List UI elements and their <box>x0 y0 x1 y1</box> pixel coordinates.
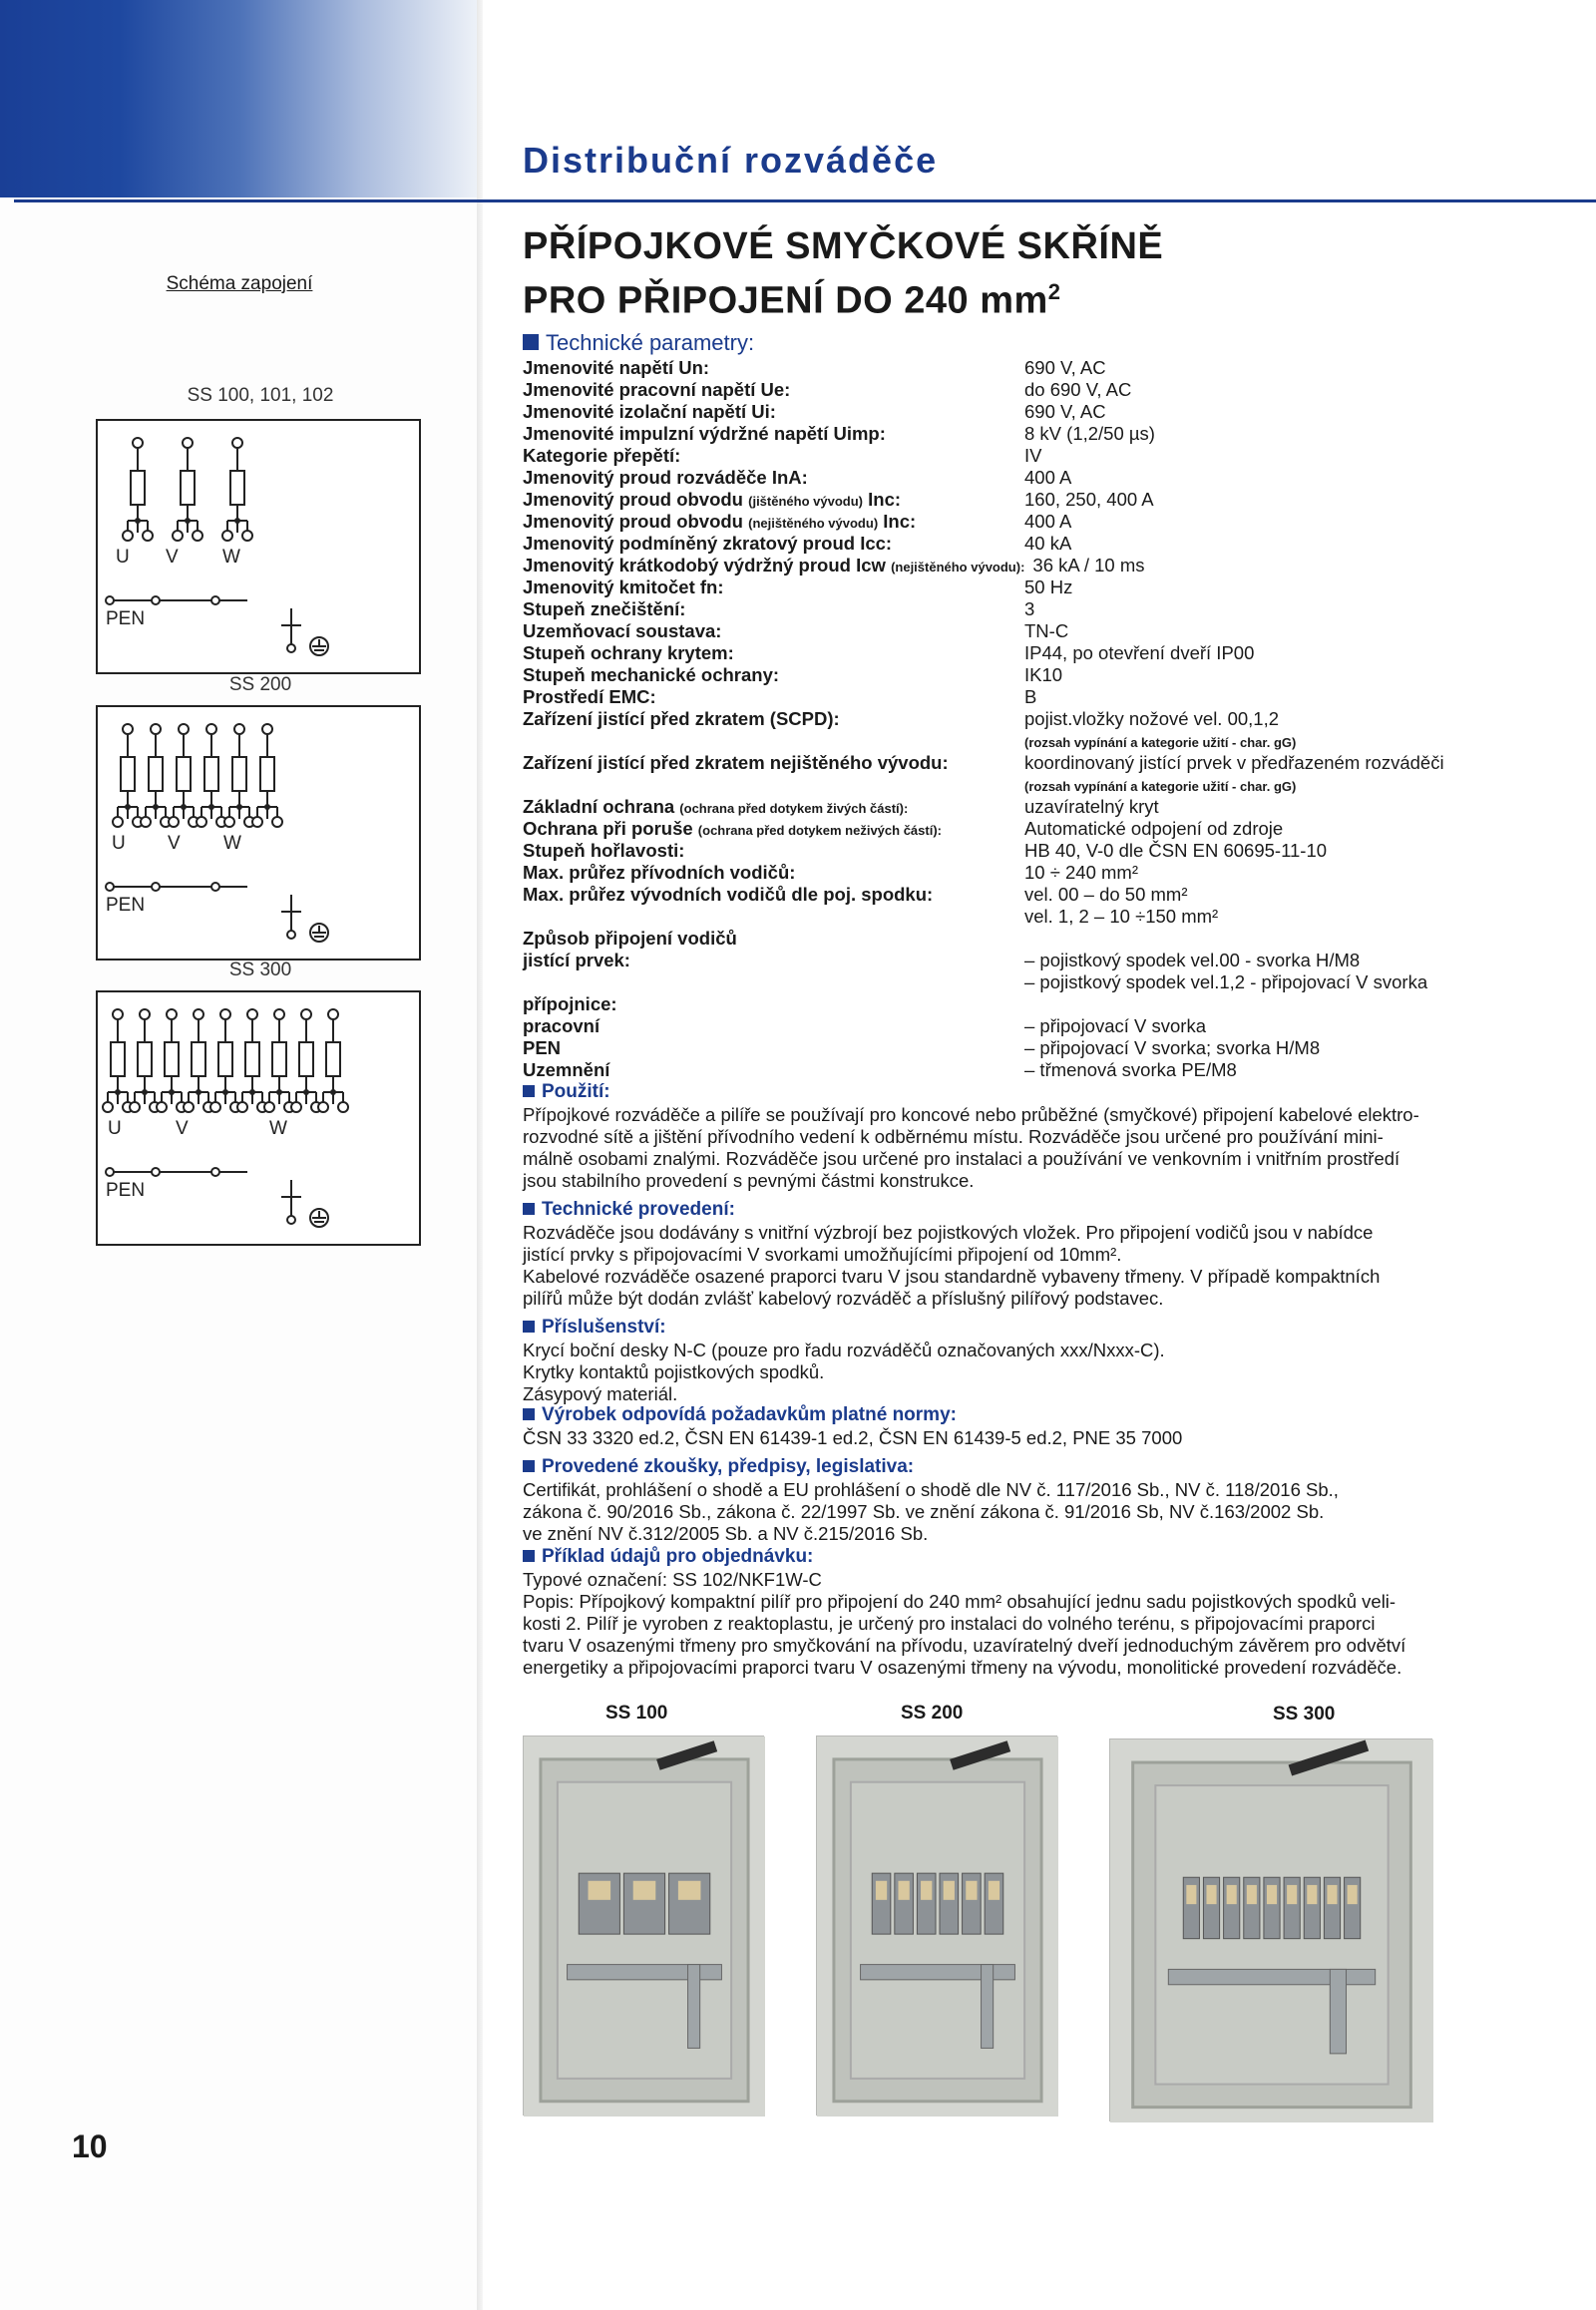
param-label: Jmenovitý proud obvodu (nejištěného vývodu) Inc: <box>523 511 917 532</box>
section-text <box>523 1222 1486 1310</box>
pen-label: PEN <box>106 1180 146 1201</box>
param-value: do 690 V, AC <box>1024 379 1132 400</box>
phase-label: U <box>112 833 126 854</box>
terminal-icon <box>301 1009 311 1019</box>
text-line: Kabelové rozváděče osazené praporci tvaru V jsou standardně vybaveny třmeny. V případě kompaktních <box>523 1266 1381 1287</box>
title-line-1: PŘÍPOJKOVÉ SMYČKOVÉ SKŘÍNĚ <box>523 225 1164 267</box>
terminal-icon <box>232 438 242 448</box>
param-row <box>523 577 1520 598</box>
terminal-icon <box>211 883 219 891</box>
terminal-icon <box>143 531 153 541</box>
text-line: jsou stabilního provedení s pevnými částmi konstrukce. <box>523 1170 975 1191</box>
text-line: ČSN 33 3320 ed.2, ČSN EN 61439-1 ed.2, ČSN EN 61439-5 ed.2, PNE 35 7000 <box>523 1427 1183 1448</box>
text-line: zákona č. 90/2016 Sb., zákona č. 22/1997 Sb. ve znění zákona č. 91/2016 Sb, NV č.163/2002 Sb. <box>523 1501 1325 1522</box>
param-value: koordinovaný jistící prvek v předřazeném rozváděči <box>1024 752 1444 773</box>
section-heading: Provedené zkoušky, předpisy, legislativa: <box>523 1456 914 1478</box>
fuse-icon <box>131 471 145 505</box>
param-row <box>523 884 1520 906</box>
fuse-icon <box>299 1042 313 1076</box>
terminal-icon <box>103 1102 113 1112</box>
fuse-icon <box>272 1042 286 1076</box>
product-title <box>523 223 1163 324</box>
param-label: Uzemňovací soustava: <box>523 620 722 641</box>
fuse-icon <box>111 1042 125 1076</box>
param-label: Způsob připojení vodičů <box>523 928 737 949</box>
header-band <box>0 0 479 197</box>
terminal-icon <box>113 817 123 827</box>
tech-params-heading: Technické parametry: <box>523 330 754 356</box>
terminal-icon <box>106 883 114 891</box>
text-line: Rozváděče jsou dodávány s vnitřní výzbrojí bez pojistkových vložek. Pro připojení vodičů jsou v nabídce <box>523 1222 1374 1243</box>
terminal-icon <box>141 817 151 827</box>
param-value: 8 kV (1,2/50 µs) <box>1024 423 1155 444</box>
terminal-icon <box>151 724 161 734</box>
title-line-2: PRO PŘIPOJENÍ DO 240 $mm^2$ <box>523 279 1061 322</box>
param-value: vel. 00 – do 50 mm² <box>1024 884 1188 905</box>
terminal-icon <box>242 531 252 541</box>
param-label: Stupeň mechanické ochrany: <box>523 664 780 685</box>
phase-label: V <box>176 1118 189 1139</box>
param-label: Jmenovitý proud obvodu (jištěného vývodu) Inc: <box>523 489 902 510</box>
param-row <box>523 752 1520 774</box>
section-heading: Technické provedení: <box>523 1199 735 1221</box>
param-value: 400 A <box>1024 467 1072 488</box>
param-row <box>523 423 1520 445</box>
param-label: Jmenovité impulzní výdržné napětí Uimp: <box>523 423 886 444</box>
text-line: pilířů může být dodán zvlášť kabelový rozváděč a příslušný pilířový podstavec. <box>523 1288 1164 1309</box>
param-row <box>523 489 1520 511</box>
param-value: IP44, po otevření dveří IP00 <box>1024 642 1255 663</box>
schema-title: Schéma zapojení <box>166 273 313 294</box>
param-row <box>523 862 1520 884</box>
param-row <box>523 796 1520 818</box>
param-row <box>523 1015 1520 1037</box>
param-value: TN-C <box>1024 620 1069 641</box>
diagram-label: SS 100, 101, 102 <box>187 385 334 406</box>
param-row <box>523 840 1520 862</box>
param-value: 400 A <box>1024 511 1072 532</box>
param-label: Jmenovité pracovní napětí Ue: <box>523 379 791 400</box>
param-label: Kategorie přepětí: <box>523 445 681 466</box>
terminal-icon <box>252 817 262 827</box>
terminal-icon <box>183 438 193 448</box>
bullet-square-icon <box>523 1408 535 1420</box>
section-text <box>523 1479 1486 1545</box>
fuse-icon <box>218 1042 232 1076</box>
page-number: 10 <box>72 2128 108 2164</box>
fuse-icon <box>138 1042 152 1076</box>
phase-label: W <box>222 547 240 568</box>
terminal-icon <box>194 1009 203 1019</box>
terminal-icon <box>173 531 183 541</box>
param-value: 40 kA <box>1024 533 1072 554</box>
terminal-icon <box>169 817 179 827</box>
fuse-icon <box>260 757 274 791</box>
text-line: málně osobami znalými. Rozváděče jsou určené pro instalaci a používání ve venkovním i vnitřním prostředí <box>523 1148 1400 1169</box>
terminal-icon <box>123 724 133 734</box>
param-value: – připojovací V svorka <box>1024 1015 1207 1036</box>
phase-label: W <box>223 833 241 854</box>
text-line: tvaru V osazenými třmeny pro smyčkování na přívodu, uzavíratelný dveří jednoduchým závěrem pro odvětví <box>523 1635 1406 1656</box>
terminal-icon <box>113 1009 123 1019</box>
param-value: 10 ÷ 240 mm² <box>1024 862 1138 883</box>
terminal-icon <box>318 1102 328 1112</box>
section-text <box>523 1427 1486 1449</box>
terminal-icon <box>291 1102 301 1112</box>
terminal-icon <box>167 1009 177 1019</box>
section-heading: Příslušenství: <box>523 1317 666 1339</box>
text-line: jistící prvky s připojovacími V svorkami umožňujícími připojení od 10mm². <box>523 1244 1122 1265</box>
terminal-icon <box>206 724 216 734</box>
phase-label: U <box>108 1118 122 1139</box>
param-value: HB 40, V-0 dle ČSN EN 60695-11-10 <box>1024 840 1328 861</box>
text-line: Certifikát, prohlášení o shodě a EU prohlášení o shodě dle NV č. 117/2016 Sb., NV č. 118/2016 Sb., <box>523 1479 1339 1500</box>
section-heading: Příklad údajů pro objednávku: <box>523 1546 813 1568</box>
text-line: Přípojkové rozváděče a pilíře se používají pro koncové nebo průběžné (smyčkové) připojení kabelové elektro- <box>523 1104 1419 1125</box>
param-label: Jmenovitý krátkodobý výdržný proud Icw (nejištěného vývodu): <box>523 555 1025 576</box>
terminal-icon <box>237 1102 247 1112</box>
ground-icon <box>310 637 328 655</box>
ground-icon <box>310 1209 328 1227</box>
param-value: 3 <box>1024 598 1035 619</box>
section-heading: Použití: <box>523 1081 610 1103</box>
param-value: – pojistkový spodek vel.00 - svorka H/M8 <box>1024 950 1361 970</box>
diagram-label: SS 200 <box>228 674 292 695</box>
bullet-square-icon <box>523 1460 535 1472</box>
text-line: kosti 2. Pilíř je vyroben z reaktoplastu, je určený pro instalaci do volného terénu, s připojovacími praporci <box>523 1613 1376 1634</box>
param-row <box>523 971 1520 993</box>
product-photo-ss100 <box>523 1735 764 2116</box>
param-row <box>523 379 1520 401</box>
param-value: 160, 250, 400 A <box>1024 489 1154 510</box>
pen-label: PEN <box>106 895 146 916</box>
param-row <box>523 928 1520 950</box>
terminal-icon <box>211 596 219 604</box>
param-label: Zařízení jistící před zkratem (SCPD): <box>523 708 840 729</box>
param-label: Max. průřez přívodních vodičů: <box>523 862 796 883</box>
fuse-icon <box>149 757 163 791</box>
param-row <box>523 598 1520 620</box>
phase-label: U <box>116 547 130 568</box>
fuse-icon <box>204 757 218 791</box>
terminal-icon <box>106 1168 114 1176</box>
terminal-icon <box>247 1009 257 1019</box>
param-row <box>523 1037 1520 1059</box>
ground-icon <box>310 924 328 942</box>
fuse-icon <box>121 757 135 791</box>
param-row <box>523 467 1520 489</box>
bullet-square-icon <box>523 1085 535 1097</box>
param-value: Automatické odpojení od zdroje <box>1024 818 1284 839</box>
terminal-icon <box>106 596 114 604</box>
bullet-square-icon <box>523 1550 535 1562</box>
param-row <box>523 950 1520 971</box>
param-row <box>523 1059 1520 1081</box>
terminal-icon <box>193 531 202 541</box>
terminal-icon <box>287 644 295 652</box>
terminal-icon <box>222 531 232 541</box>
param-label: Stupeň znečištění: <box>523 598 686 619</box>
param-label: Prostředí EMC: <box>523 686 656 707</box>
param-label <box>523 971 1024 993</box>
product-photo-ss200 <box>816 1735 1057 2116</box>
wiring-diagram-ss100 <box>96 419 421 674</box>
fuse-icon <box>181 471 195 505</box>
param-label: Jmenovitý kmitočet fn: <box>523 577 724 597</box>
terminal-icon <box>234 724 244 734</box>
text-line: Zásypový materiál. <box>523 1383 678 1404</box>
param-value: IK10 <box>1024 664 1063 685</box>
terminal-icon <box>133 438 143 448</box>
param-label <box>523 774 1024 796</box>
section-text <box>523 1340 1486 1405</box>
param-value: 690 V, AC <box>1024 357 1106 378</box>
param-row <box>523 906 1520 928</box>
param-value: pojist.vložky nožové vel. 00,1,2 <box>1024 708 1280 729</box>
terminal-icon <box>152 883 160 891</box>
text-line: rozvodné sítě a jištění přívodního vedení k odběrnému místu. Rozváděče jsou určené pro používání mini- <box>523 1126 1384 1147</box>
param-label: Stupeň hořlavosti: <box>523 840 685 861</box>
terminal-icon <box>211 1168 219 1176</box>
section-text <box>523 1569 1486 1679</box>
pen-label: PEN <box>106 608 146 629</box>
diagram-label: SS 300 <box>228 960 292 980</box>
param-row <box>523 708 1520 730</box>
terminal-icon <box>130 1102 140 1112</box>
param-value: 690 V, AC <box>1024 401 1106 422</box>
section-heading: Výrobek odpovídá požadavkům platné normy: <box>523 1404 957 1426</box>
terminal-icon <box>152 1168 160 1176</box>
text-line: ve znění NV č.312/2005 Sb. a NV č.215/2016 Sb. <box>523 1523 929 1544</box>
param-label: PEN <box>523 1037 562 1058</box>
terminal-icon <box>287 1216 295 1224</box>
wiring-diagram-ss200 <box>96 705 421 961</box>
param-label: přípojnice: <box>523 993 617 1014</box>
param-label: Zařízení jistící před zkratem nejištěného vývodu: <box>523 752 949 773</box>
param-label: Max. průřez vývodních vodičů dle poj. spodku: <box>523 884 934 905</box>
terminal-icon <box>179 724 189 734</box>
product-photo-ss300 <box>1109 1738 1432 2121</box>
param-row <box>523 445 1520 467</box>
text-line: Krycí boční desky N-C (pouze pro řadu rozváděčů označovaných xxx/Nxxx-C). <box>523 1340 1165 1360</box>
param-value: (rozsah vypínání a kategorie užití - char. gG) <box>1024 779 1297 794</box>
terminal-icon <box>123 531 133 541</box>
param-label: pracovní <box>523 1015 600 1036</box>
param-label <box>523 906 1024 928</box>
param-label: Základní ochrana (ochrana před dotykem živých částí): <box>523 796 909 817</box>
param-row <box>523 642 1520 664</box>
param-row <box>523 664 1520 686</box>
param-label: Jmenovité izolační napětí Ui: <box>523 401 776 422</box>
terminal-icon <box>264 1102 274 1112</box>
param-row <box>523 555 1520 577</box>
param-label <box>523 730 1024 752</box>
terminal-icon <box>210 1102 220 1112</box>
bullet-square-icon <box>523 1203 535 1215</box>
text-line: Krytky kontaktů pojistkových spodků. <box>523 1361 825 1382</box>
phase-label: V <box>166 547 179 568</box>
fuse-icon <box>192 1042 205 1076</box>
param-value: – připojovací V svorka; svorka H/M8 <box>1024 1037 1321 1058</box>
photo-label: SS 300 <box>1273 1704 1336 1725</box>
terminal-icon <box>272 817 282 827</box>
param-label: Jmenovitý proud rozváděče InA: <box>523 467 808 488</box>
terminal-icon <box>152 596 160 604</box>
photo-label: SS 100 <box>605 1703 668 1724</box>
terminal-icon <box>262 724 272 734</box>
param-row <box>523 818 1520 840</box>
param-row <box>523 686 1520 708</box>
tech-params-table <box>523 357 1520 1081</box>
param-value: 50 Hz <box>1024 577 1073 597</box>
param-row <box>523 993 1520 1015</box>
param-row <box>523 620 1520 642</box>
param-label: Stupeň ochrany krytem: <box>523 642 734 663</box>
param-row <box>523 511 1520 533</box>
text-line: energetiky a připojovacími praporci tvaru V osazenými třmeny na vývodu, monolitické provedení rozváděče. <box>523 1657 1402 1678</box>
terminal-icon <box>328 1009 338 1019</box>
terminal-icon <box>197 817 206 827</box>
fuse-icon <box>232 757 246 791</box>
param-label: Jmenovitý podmíněný zkratový proud Icc: <box>523 533 893 554</box>
fuse-icon <box>177 757 191 791</box>
param-row <box>523 533 1520 555</box>
param-value: vel. 1, 2 – 10 ÷150 mm² <box>1024 906 1219 927</box>
terminal-icon <box>157 1102 167 1112</box>
page-header-title: Distribuční rozváděče <box>523 140 939 181</box>
param-label: Jmenovité napětí Un: <box>523 357 710 378</box>
text-line: Typové označení: SS 102/NKF1W-C <box>523 1569 822 1590</box>
fuse-icon <box>165 1042 179 1076</box>
section-text <box>523 1104 1486 1192</box>
fuse-icon <box>326 1042 340 1076</box>
param-value: (rozsah vypínání a kategorie užití - char. gG) <box>1024 735 1297 750</box>
bullet-square-icon <box>523 1321 535 1333</box>
terminal-icon <box>220 1009 230 1019</box>
text-line: Popis: Přípojkový kompaktní pilíř pro připojení do 240 mm² obsahující jednu sadu pojistkových spodků veli- <box>523 1591 1396 1612</box>
param-row <box>523 730 1520 752</box>
param-label: Ochrana při poruše (ochrana před dotykem neživých částí): <box>523 818 942 839</box>
terminal-icon <box>338 1102 348 1112</box>
fuse-icon <box>230 471 244 505</box>
param-value: uzavíratelný kryt <box>1024 796 1159 817</box>
bullet-square-icon <box>523 334 539 350</box>
param-label: Uzemnění <box>523 1059 610 1080</box>
param-label: jistící prvek: <box>523 950 630 970</box>
wiring-diagram-ss300 <box>96 990 421 1246</box>
phase-label: W <box>269 1118 287 1139</box>
param-row <box>523 774 1520 796</box>
param-value: – třmenová svorka PE/M8 <box>1024 1059 1237 1080</box>
param-value: IV <box>1024 445 1042 466</box>
terminal-icon <box>184 1102 194 1112</box>
param-row <box>523 401 1520 423</box>
page-fold <box>477 0 483 2310</box>
terminal-icon <box>287 931 295 939</box>
param-value: B <box>1024 686 1037 707</box>
param-value: 36 kA / 10 ms <box>1032 555 1145 576</box>
param-value: – pojistkový spodek vel.1,2 - připojovací V svorka <box>1024 971 1428 992</box>
param-row <box>523 357 1520 379</box>
header-rule <box>14 199 1596 202</box>
phase-label: V <box>168 833 181 854</box>
photo-label: SS 200 <box>901 1703 964 1724</box>
fuse-icon <box>245 1042 259 1076</box>
terminal-icon <box>224 817 234 827</box>
terminal-icon <box>140 1009 150 1019</box>
terminal-icon <box>274 1009 284 1019</box>
